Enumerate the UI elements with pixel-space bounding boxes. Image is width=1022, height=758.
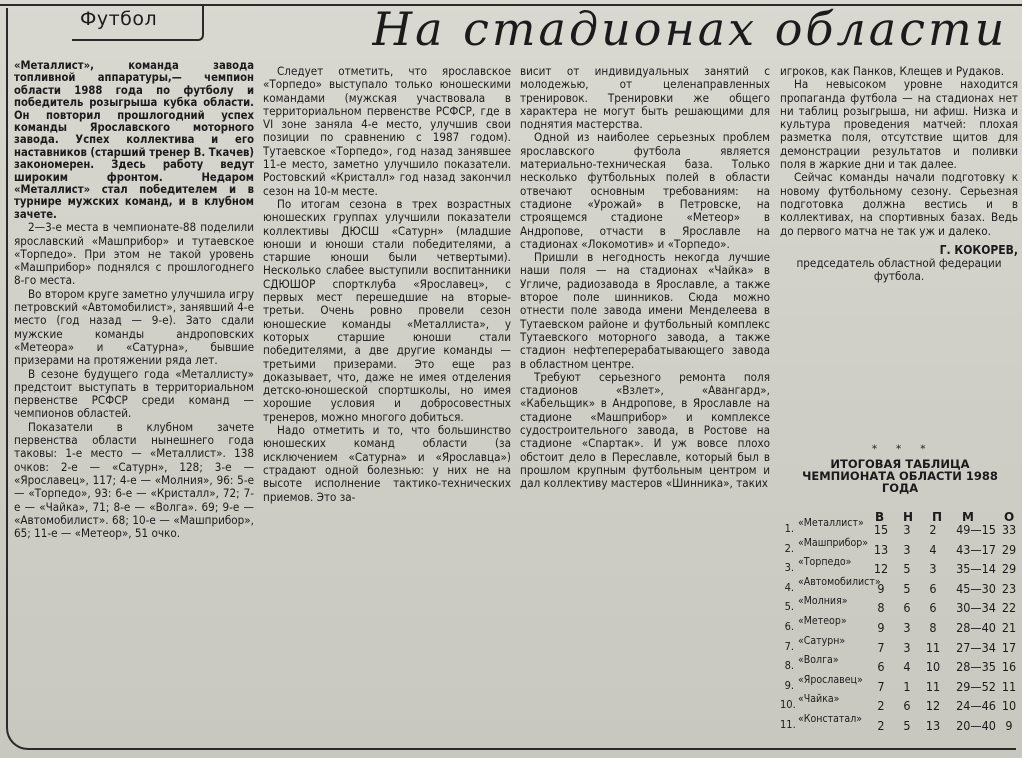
points-cell: 16 [1001, 659, 1017, 675]
points-cell: 21 [1001, 620, 1017, 635]
points-cell: 10 [1001, 698, 1017, 714]
team-name: «Сатурн» [798, 634, 846, 647]
article-column-4 [780, 65, 1018, 425]
row-number: 2. [784, 541, 794, 555]
paragraph: Надо отметить и то, что большинство юношеских команд области (за исключением «Сатурна» и «Ярославца») страдают одной болезнью: у них не на высоте исполнение тактико-технических приемов. Это за- [263, 423, 511, 504]
row-number: 10. [780, 698, 796, 712]
team-name: «Торпедо» [798, 556, 852, 569]
headline: На стадионах области [372, 2, 1008, 56]
goals-cell: 45—30 [956, 580, 996, 596]
paragraph: По итогам сезона в трех возрастных юношеских группах улучшили показатели коллективы ДЮСШ «Сатурн» (младшие юноши и юноши стали победителями, а старшие юноши были четвертыми). Несколько слабее выступили воспитанники СДЮШОР спортклуба «Ярославец», с первых мест перешедшие на вторые-третьи. Очень ровно провели сезон юношеские команды «Металлиста», у которых старшие юноши стали победителями, а две другие команды — третьими призерами. Это еще раз доказывает, что, даже не имея отделения детско-юношеской спортшколы, но имея хорошие условия и добросовестных тренеров, можно многого добиться. [263, 196, 511, 424]
goals-cell: 35—14 [956, 561, 996, 577]
author-name: Г. КОКОРЕВ, [939, 242, 1018, 257]
draws-cell: 3 [903, 541, 911, 557]
points-cell: 29 [1001, 561, 1017, 577]
goals-cell: 49—15 [956, 522, 996, 537]
team-name: «Молния» [798, 595, 848, 608]
paragraph: Показатели в клубном зачете первенства области нынешнего года таковы: 1-е место — «Металлист». 138 очков: 2-е — «Сатурн», 128; 3-е — «Ярославец», 117; 4-е — «Молния», 96: 5-е — «Торпедо», 93: 6-е — «Кристалл», 72; 7-е — «Чайка», 71; 8-е — «Волга». 69; 9-е — «Автомобилист». 68; 10-е — «Машприбор», 65; 11-е — «Метеор», 51 очко. [14, 419, 254, 541]
losses-cell: 13 [925, 718, 941, 733]
points-cell: 23 [1001, 580, 1017, 596]
paragraph: На невысоком уровне находится пропаганда футбола — на стадионах нет ни таблиц розыгрыша, ни афиш. Низка и культура проведения матчей: плохая разметка поля, отсутствие щитов для демонстрации результатов и поливки поля в жаркие дни и так далее. [780, 77, 1018, 172]
losses-cell: 4 [929, 541, 937, 557]
draws-cell: 5 [903, 580, 911, 596]
draws-cell: 3 [903, 522, 911, 537]
wins-cell: 2 [877, 698, 885, 714]
row-number: 11. [780, 718, 796, 731]
paragraph: Во втором круге заметно улучшила игру петровский «Автомобилист», занявший 4-е место (год назад — 9-е). Зато сдали мужские команды андроповских «Метеора» и «Сатурна», бывшие призерами на протяжении ряда лет. [14, 286, 254, 368]
points-cell: 33 [1001, 522, 1017, 537]
wins-cell: 15 [873, 522, 889, 537]
losses-cell: 2 [929, 522, 937, 537]
paragraph: игроков, как Панков, Клещев и Рудаков. [780, 65, 1005, 78]
standings-title: ИТОГОВАЯ ТАБЛИЦА ЧЕМПИОНАТА ОБЛАСТИ 1988 ГОДА [802, 457, 998, 495]
wins-cell: 8 [877, 600, 885, 616]
team-name: «Констатал» [798, 713, 863, 725]
row-number: 1. [784, 522, 794, 535]
column-4-body [780, 65, 1018, 238]
points-cell: 22 [1001, 600, 1017, 616]
team-name: «Волга» [798, 654, 839, 667]
goals-cell: 20—40 [956, 718, 996, 733]
goals-cell: 27—34 [956, 639, 996, 655]
wins-cell: 6 [877, 659, 885, 675]
team-name: «Ярославец» [798, 673, 863, 686]
losses-cell: 6 [929, 580, 937, 596]
team-name: «Чайка» [798, 693, 840, 706]
losses-cell: 11 [925, 639, 941, 655]
row-number: 5. [784, 600, 794, 614]
paragraph: «Металлист», команда завода топливной аппаратуры,— чемпион области 1988 года по футболу и победитель розыгрыша кубка области. Он повторил прошлогодний успех команды Ярославского моторного завода. Успех коллектива и его наставников (старший тренер В. Ткачев) закономерен. Здесь работу ведут широким фронтом. Недаром «Металлист» стал победителем и в турнире мужских команд, и в клубном зачете. [14, 60, 254, 221]
row-number: 8. [784, 659, 794, 673]
draws-cell: 6 [903, 600, 911, 616]
points-cell: 11 [1001, 678, 1017, 694]
points-cell: 9 [1005, 718, 1013, 733]
paragraph: 2—3-е места в чемпионате-88 поделили ярославский «Машприбор» и тутаевское «Торпедо». При этом не такой уровень «Машприбор» поднялся с прошлогоднего 8-го места. [14, 220, 254, 288]
header-wins: В [875, 510, 885, 524]
wins-cell: 7 [877, 639, 885, 655]
points-cell: 17 [1001, 639, 1017, 655]
header-draws: Н [903, 510, 914, 524]
losses-cell: 12 [925, 698, 941, 714]
paragraph: Требуют серьезного ремонта поля стадионов «Взлет», «Авангард», «Кабельщик» в Андропове, в Ярославле на стадионе «Машприбор» и комплексе судостроительного завода, в Ростове на стадионе «Спартак». И уж вовсе плохо обстоит дело в Переславле, который был в прошлом крупным футбольным центром и дал коллективу мастеров «Шинника», таких [520, 369, 770, 491]
goals-cell: 24—46 [956, 698, 996, 714]
draws-cell: 1 [903, 678, 911, 694]
header-points: О [1004, 510, 1015, 524]
paragraph: В сезоне будущего года «Металлисту» предстоит выступать в территориальном первенстве РСФСР среди команд — чемпионов областей. [14, 366, 254, 421]
goals-cell: 30—34 [956, 600, 996, 616]
row-number: 9. [784, 678, 794, 692]
points-cell: 29 [1001, 541, 1017, 557]
draws-cell: 3 [903, 639, 911, 655]
wins-cell: 12 [873, 561, 889, 577]
team-name: «Металлист» [798, 517, 864, 529]
header-goals: М [962, 510, 974, 524]
rubric-label: Футбол [80, 8, 158, 30]
row-number: 3. [784, 561, 794, 575]
row-number: 6. [784, 620, 794, 633]
draws-cell: 3 [903, 620, 911, 635]
paragraph: Одной из наиболее серьезных проблем ярославского футбола является материально-техническая база. Только несколько футбольных полей в области отвечают основным требованиям: на стадионе «Урожай» в Петровске, на строящемся стадионе «Метеор» в Андропове, отчасти в Ярославле на стадионах «Локомотив» и «Торпедо». [520, 130, 770, 251]
paragraph: Сейчас команды начали подготовку к новому футбольному сезону. Серьезная подготовка должна вестись и в коллективах, на спортивных базах. Ведь до первого матча не так уж и далеко. [780, 170, 1018, 238]
section-divider-stars: * * * [872, 444, 934, 455]
draws-cell: 5 [903, 718, 911, 733]
row-number: 4. [784, 580, 794, 594]
goals-cell: 43—17 [956, 541, 996, 557]
goals-cell: 28—35 [956, 659, 996, 675]
row-number: 7. [784, 639, 794, 653]
draws-cell: 4 [903, 659, 911, 675]
article-column-1 [14, 60, 254, 750]
author-role: председатель областной федерации футбола. [796, 256, 1002, 284]
header-losses: П [932, 510, 943, 524]
goals-cell: 28—40 [956, 620, 996, 635]
goals-cell: 29—52 [956, 678, 996, 694]
draws-cell: 5 [903, 561, 911, 577]
losses-cell: 3 [929, 561, 937, 577]
losses-cell: 8 [929, 620, 937, 635]
standings-row [780, 713, 1018, 735]
paragraph: Следует отметить, что ярославское «Торпедо» выступало только юношескими командами (мужская участвовала в территориальном первенстве РСФСР, где в VI зоне заняла 4-е место, улучшив свои позиции по сравнению с 1987 годом). Тутаевское «Торпедо», год назад занявшее 11-е место, заметно улучшило показатели. Ростовский «Кристалл» год назад закончил сезон на 10-м месте. [263, 65, 511, 198]
draws-cell: 6 [903, 698, 911, 714]
losses-cell: 6 [929, 600, 937, 616]
losses-cell: 10 [925, 659, 941, 675]
paragraph: висит от индивидуальных занятий с молодежью, от целенаправленных тренировок. Тренировки же общего характера не могут быть решающими для поднятия мастерства. [520, 65, 770, 132]
wins-cell: 9 [877, 620, 885, 635]
wins-cell: 9 [877, 580, 885, 596]
losses-cell: 11 [925, 678, 941, 694]
wins-cell: 2 [877, 718, 885, 733]
team-name: «Автомобилист» [798, 575, 881, 588]
team-name: «Машприбор» [798, 536, 869, 549]
paragraph: Пришли в негодность некогда лучшие наши поля — на стадионах «Чайка» в Угличе, радиозавода в Ярославле, а также второе поле шинников. Сюда можно отнести поле завода имени Менделеева в Тутаевском районе и футбольный комплекс Тутаевского моторного завода, а также стадион нефтеперерабатывающего завода в областном центре. [520, 250, 770, 371]
article-column-3 [520, 65, 770, 747]
wins-cell: 13 [873, 541, 889, 557]
article-column-2 [263, 65, 511, 747]
team-name: «Метеор» [798, 615, 847, 627]
wins-cell: 7 [877, 678, 885, 694]
